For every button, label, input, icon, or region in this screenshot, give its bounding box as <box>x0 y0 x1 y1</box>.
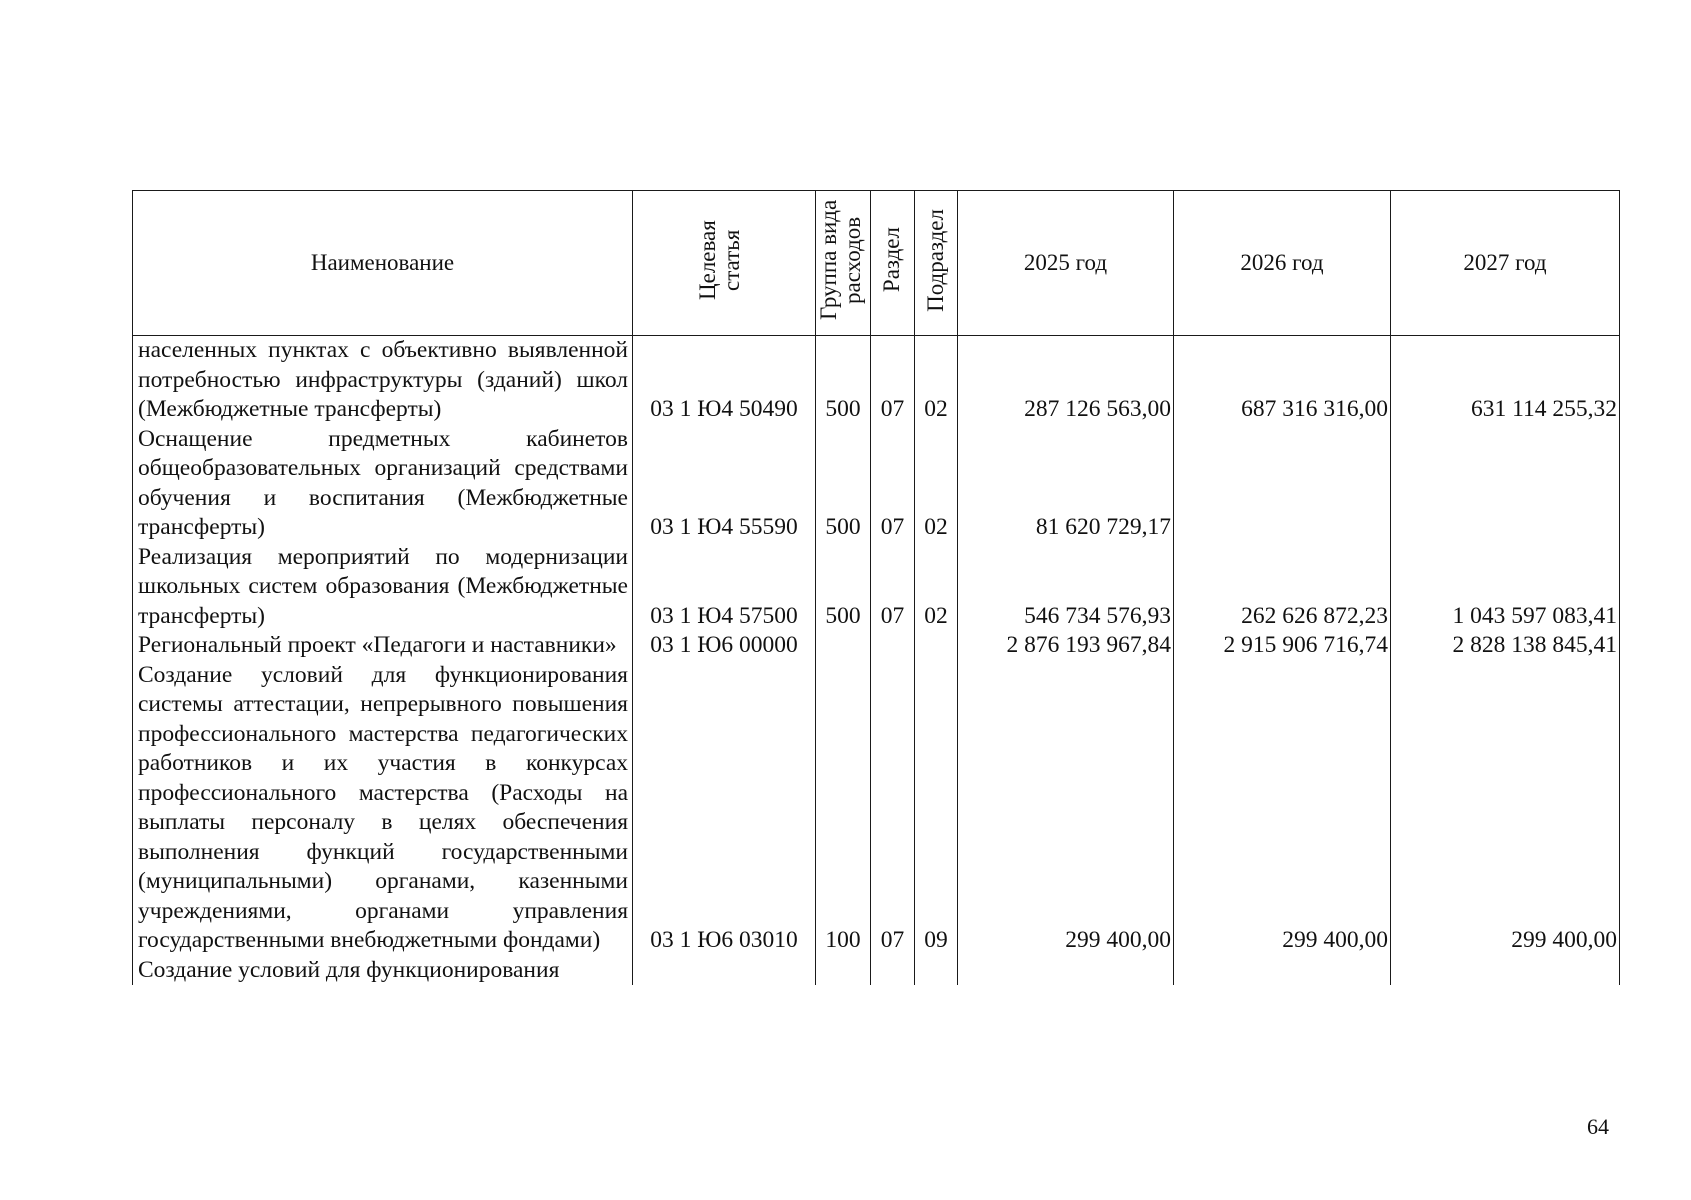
row-section: 07 <box>871 425 915 543</box>
row-name: Создание условий для функционирования <box>133 956 633 986</box>
row-amount-2025: 299 400,00 <box>958 661 1174 956</box>
row-section: 07 <box>871 336 915 425</box>
row-amount-2025: 81 620 729,17 <box>958 425 1174 543</box>
row-name: Оснащение предметных кабинетов общеобразовательных организаций средствами обучения и воспитания (Межбюджетные трансферты) <box>133 425 633 543</box>
row-amount-2025: 2 876 193 967,84 <box>958 631 1174 661</box>
row-subsection <box>915 631 958 661</box>
row-amount-2026 <box>1174 956 1391 986</box>
row-expense-group: 500 <box>816 336 871 425</box>
row-amount-2026 <box>1174 425 1391 543</box>
header-section: Раздел <box>871 191 915 336</box>
row-target-article: 03 1 Ю4 57500 <box>633 543 816 632</box>
row-section: 07 <box>871 543 915 632</box>
budget-table <box>132 190 1620 985</box>
row-target-article <box>633 956 816 986</box>
row-name: Создание условий для функционирования системы аттестации, непрерывного повышения профессионального мастерства педагогических работников и их участия в конкурсах профессионального мастерства (Расходы на выплаты персоналу в целях обеспечения выполнения функций государственными (муниципальными) органами, казенными учреждениями, органами управления государственными внебюджетными фондами) <box>133 661 633 956</box>
row-name: Региональный проект «Педагоги и наставники» <box>133 631 633 661</box>
row-amount-2027: 1 043 597 083,41 <box>1391 543 1620 632</box>
row-section: 07 <box>871 661 915 956</box>
row-expense-group: 500 <box>816 543 871 632</box>
row-expense-group: 100 <box>816 661 871 956</box>
row-amount-2027: 2 828 138 845,41 <box>1391 631 1620 661</box>
header-name: Наименование <box>133 191 633 336</box>
table-row <box>133 543 1620 632</box>
table-row <box>133 336 1620 425</box>
header-year-2025: 2025 год <box>958 191 1174 336</box>
row-name: Реализация мероприятий по модернизации школьных систем образования (Межбюджетные трансферты) <box>133 543 633 632</box>
row-expense-group <box>816 956 871 986</box>
page-number: 64 <box>1587 1114 1609 1139</box>
table-row <box>133 956 1620 986</box>
row-target-article: 03 1 Ю6 00000 <box>633 631 816 661</box>
row-section <box>871 631 915 661</box>
table-row <box>133 661 1620 956</box>
row-target-article: 03 1 Ю6 03010 <box>633 661 816 956</box>
row-expense-group: 500 <box>816 425 871 543</box>
row-amount-2025: 546 734 576,93 <box>958 543 1174 632</box>
row-amount-2027: 631 114 255,32 <box>1391 336 1620 425</box>
row-subsection: 02 <box>915 336 958 425</box>
row-subsection: 02 <box>915 425 958 543</box>
row-section <box>871 956 915 986</box>
header-year-2027: 2027 год <box>1391 191 1620 336</box>
row-subsection <box>915 956 958 986</box>
row-amount-2026: 2 915 906 716,74 <box>1174 631 1391 661</box>
row-target-article: 03 1 Ю4 50490 <box>633 336 816 425</box>
row-amount-2025: 287 126 563,00 <box>958 336 1174 425</box>
row-subsection: 02 <box>915 543 958 632</box>
row-amount-2027: 299 400,00 <box>1391 661 1620 956</box>
header-target-article: Целевая статья <box>633 191 816 336</box>
header-expense-group: Группа вида расходов <box>816 191 871 336</box>
row-amount-2026: 262 626 872,23 <box>1174 543 1391 632</box>
row-expense-group <box>816 631 871 661</box>
row-subsection: 09 <box>915 661 958 956</box>
table-row <box>133 631 1620 661</box>
row-amount-2025 <box>958 956 1174 986</box>
row-name: населенных пунктах с объективно выявленной потребностью инфраструктуры (зданий) школ (Межбюджетные трансферты) <box>133 336 633 425</box>
row-amount-2027 <box>1391 956 1620 986</box>
table-header-row <box>133 191 1620 336</box>
table-row <box>133 425 1620 543</box>
header-subsection: Подраздел <box>915 191 958 336</box>
row-target-article: 03 1 Ю4 55590 <box>633 425 816 543</box>
row-amount-2026: 687 316 316,00 <box>1174 336 1391 425</box>
row-amount-2026: 299 400,00 <box>1174 661 1391 956</box>
row-amount-2027 <box>1391 425 1620 543</box>
header-year-2026: 2026 год <box>1174 191 1391 336</box>
